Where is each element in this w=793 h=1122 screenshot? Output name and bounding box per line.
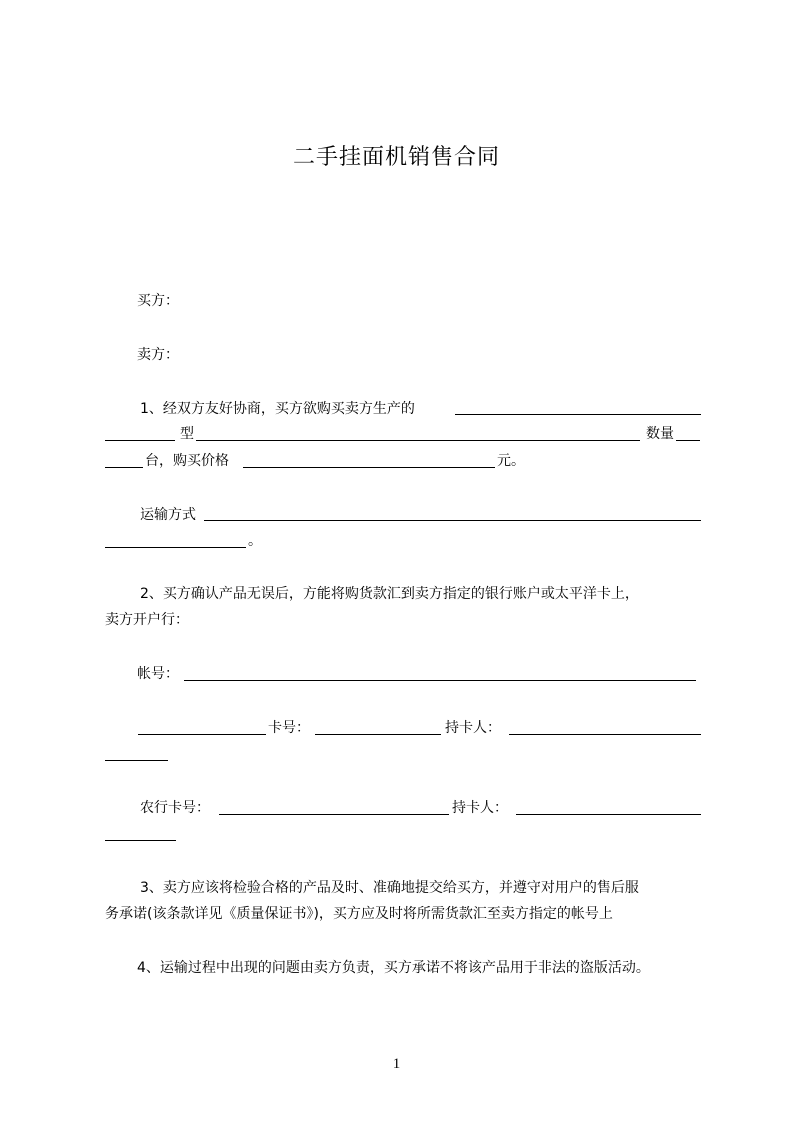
card-prefix-blank — [138, 734, 266, 735]
account-label: 帐号： — [137, 666, 179, 682]
quantity-label: 数量 — [646, 426, 674, 442]
transport-blank-cont — [105, 547, 246, 548]
clause3-line2: 务承诺(该条款详见《质量保证书》)，买方应及时将所需货款汇至卖方指定的帐号上 — [105, 906, 613, 922]
quantity-blank-cont — [105, 467, 143, 468]
holder-blank — [509, 734, 701, 735]
transport-end: 。 — [248, 533, 262, 549]
card-blank — [315, 734, 441, 735]
model-prefix-blank — [105, 440, 175, 441]
holder-blank-cont — [105, 760, 168, 761]
model-blank — [196, 440, 640, 441]
card-label: 卡号： — [268, 720, 310, 736]
currency-suffix: 元。 — [497, 453, 525, 469]
clause3-line1: 3、卖方应该将检验合格的产品及时、准确地提交给买方，并遵守对用户的售后服 — [140, 880, 639, 896]
clause2-line1: 2、买方确认产品无误后，方能将购货款汇到卖方指定的银行账户或太平洋卡上， — [140, 586, 639, 602]
document-title: 二手挂面机销售合同 — [292, 145, 500, 170]
agri-card-label: 农行卡号： — [140, 800, 210, 816]
product-blank — [455, 414, 701, 415]
holder-blank-2-cont — [105, 840, 176, 841]
clause2-line2: 卖方开户行： — [105, 612, 189, 628]
holder-label-2: 持卡人： — [452, 800, 508, 816]
transport-label: 运输方式 — [140, 507, 196, 523]
clause4-line1: 4、运输过程中出现的问题由卖方负责，买方承诺不将该产品用于非法的盗版活动。 — [137, 960, 650, 976]
page-number: 1 — [392, 1056, 401, 1072]
transport-blank — [204, 520, 701, 521]
agri-card-blank — [219, 814, 449, 815]
buyer-label: 买方： — [137, 293, 179, 309]
holder-blank-2 — [516, 814, 701, 815]
seller-label: 卖方： — [137, 347, 179, 363]
account-blank — [184, 680, 696, 681]
model-label: 型 — [180, 426, 194, 442]
price-blank — [243, 467, 495, 468]
unit-price-text: 台，购买价格 — [145, 453, 229, 469]
quantity-blank — [676, 440, 700, 441]
holder-label: 持卡人： — [445, 720, 501, 736]
clause1-intro: 1、经双方友好协商，买方欲购买卖方生产的 — [140, 401, 415, 417]
